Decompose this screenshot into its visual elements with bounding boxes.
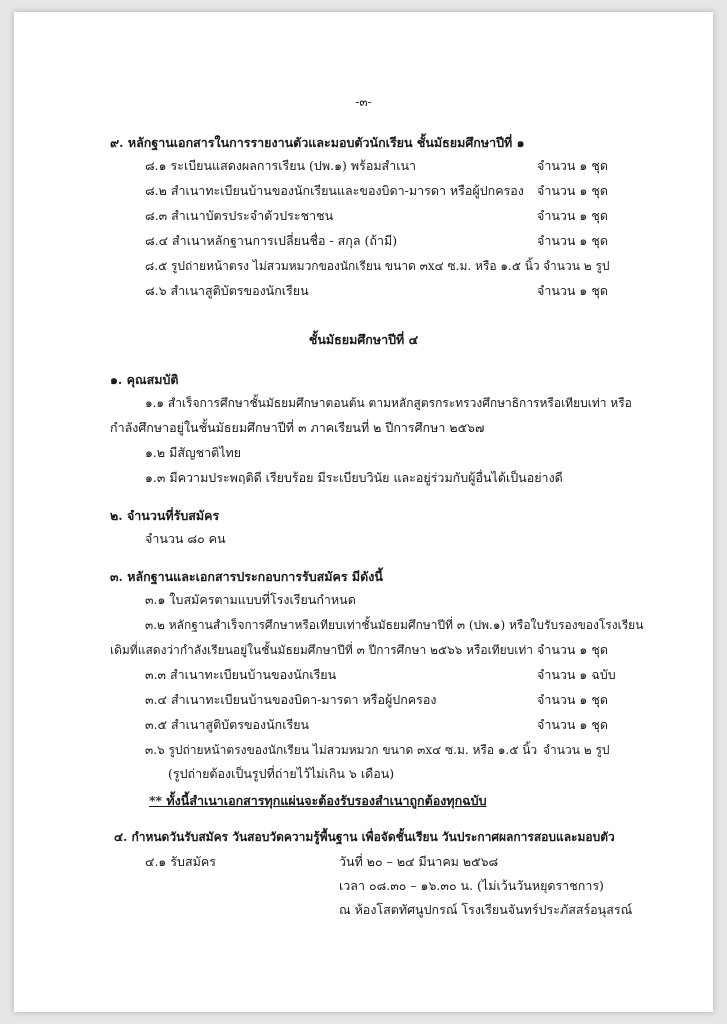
- document-2-line1: ๓.๒ หลักฐานสำเร็จการศึกษาหรือเทียบเท่าชั้นมัธยมศึกษาปีที่ ๓ (ปพ.๑) หรือใบรับรองของโรงเรียน: [145, 618, 644, 632]
- m1-item-text: ๘.๕ รูปถ่ายหน้าตรง ไม่สวมหมวกของนักเรียน ขนาด ๓x๔ ซ.ม. หรือ ๑.๕ นิ้ว: [145, 259, 540, 273]
- m1-item-amount: จำนวน ๑ ชุด: [537, 183, 608, 198]
- document-3-amount: จำนวน ๑ ฉบับ: [537, 667, 616, 682]
- qualification-3: ๑.๓ มีความประพฤติดี เรียบร้อย มีระเบียบวินัย และอยู่ร่วมกับผู้อื่นได้เป็นอย่างดี: [145, 470, 563, 485]
- document-5: ๓.๕ สำเนาสูติบัตรของนักเรียน: [145, 717, 310, 732]
- document-4: ๓.๔ สำเนาทะเบียนบ้านของบิดา-มารดา หรือผู้ปกครอง: [145, 692, 437, 707]
- schedule-title: ๔. กำหนดวันรับสมัคร วันสอบวัดความรู้พื้นฐาน เพื่อจัดชั้นเรียน วันประกาศผลการสอบและมอบตัว: [114, 830, 615, 844]
- m1-item-amount: จำนวน ๑ ชุด: [537, 158, 608, 173]
- document-6-amount: จำนวน ๒ รูป: [543, 743, 610, 757]
- schedule-1-date: วันที่ ๒๐ – ๒๔ มีนาคม ๒๕๖๘: [339, 854, 499, 869]
- document-2-line2: เดิมที่แสดงว่ากำลังเรียนอยู่ในชั้นมัธยมศึกษาปีที่ ๓ ปีการศึกษา ๒๕๖๖ หรือเทียบเท่า: [110, 643, 534, 657]
- certification-warning: ** ทั้งนี้สำเนาเอกสารทุกแผ่นจะต้องรับรองสำเนาถูกต้องทุกฉบับ: [149, 793, 487, 808]
- admission-count-value: จำนวน ๘๐ คน: [145, 531, 226, 546]
- m1-item-text: ๘.๒ สำเนาทะเบียนบ้านของนักเรียนและของบิดา-มารดา หรือผู้ปกครอง: [145, 183, 524, 198]
- m1-item-text: ๘.๖ สำเนาสูติบัตรของนักเรียน: [145, 283, 309, 298]
- qualification-1-line1: ๑.๑ สำเร็จการศึกษาชั้นมัธยมศึกษาตอนต้น ตามหลักสูตรกระทรวงศึกษาธิการหรือเทียบเท่า หรือ: [145, 396, 632, 410]
- document-4-amount: จำนวน ๑ ชุด: [537, 692, 608, 707]
- qualification-1-line2: กำลังศึกษาอยู่ในชั้นมัธยมศึกษาปีที่ ๓ ภาคเรียนที่ ๒ ปีการศึกษา ๒๕๖๗: [110, 420, 485, 435]
- m1-item-amount: จำนวน ๑ ชุด: [537, 233, 608, 248]
- document-1: ๓.๑ ใบสมัครตามแบบที่โรงเรียนกำหนด: [145, 592, 356, 607]
- documents-title: ๓. หลักฐานและเอกสารประกอบการรับสมัคร มีดังนี้: [110, 569, 383, 584]
- document-2-amount: จำนวน ๑ ชุด: [537, 642, 608, 657]
- document-6: ๓.๖ รูปถ่ายหน้าตรงของนักเรียน ไม่สวมหมวก ขนาด ๓x๔ ซ.ม. หรือ ๑.๕ นิ้ว: [145, 743, 538, 757]
- schedule-1-time: เวลา ๐๘.๓๐ – ๑๖.๓๐ น. (ไม่เว้นวันหยุดราชการ): [339, 878, 604, 893]
- m1-item-amount: จำนวน ๑ ชุด: [537, 283, 608, 298]
- page-number: -๓-: [355, 95, 372, 109]
- m4-heading: ชั้นมัธยมศึกษาปีที่ ๔: [308, 332, 419, 347]
- document-5-amount: จำนวน ๑ ชุด: [537, 717, 608, 732]
- m1-docs-title: ๙. หลักฐานเอกสารในการรายงานตัวและมอบตัวนักเรียน ชั้นมัธยมศึกษาปีที่ ๑: [110, 135, 525, 150]
- admission-count-title: ๒. จำนวนที่รับสมัคร: [110, 508, 220, 523]
- m1-item-text: ๘.๔ สำเนาหลักฐานการเปลี่ยนชื่อ - สกุล (ถ้ามี): [145, 233, 398, 248]
- document-3: ๓.๓ สำเนาทะเบียนบ้านของนักเรียน: [145, 667, 337, 682]
- qualification-2: ๑.๒ มีสัญชาติไทย: [145, 445, 242, 460]
- m1-item-text: ๘.๑ ระเบียนแสดงผลการเรียน (ปพ.๑) พร้อมสำเนา: [145, 158, 417, 173]
- document-6-note: (รูปถ่ายต้องเป็นรูปที่ถ่ายไว้ไม่เกิน ๖ เดือน): [168, 766, 395, 781]
- schedule-1-label: ๔.๑ รับสมัคร: [145, 854, 216, 869]
- m1-item-amount: จำนวน ๑ ชุด: [537, 208, 608, 223]
- schedule-1-place: ณ ห้องโสตทัศนูปกรณ์ โรงเรียนจันทร์ประภัสสร์อนุสรณ์: [339, 902, 633, 917]
- m1-item-amount: จำนวน ๒ รูป: [543, 259, 610, 273]
- m1-item-text: ๘.๓ สำเนาบัตรประจำตัวประชาชน: [145, 208, 334, 223]
- qualification-title: ๑. คุณสมบัติ: [110, 372, 179, 387]
